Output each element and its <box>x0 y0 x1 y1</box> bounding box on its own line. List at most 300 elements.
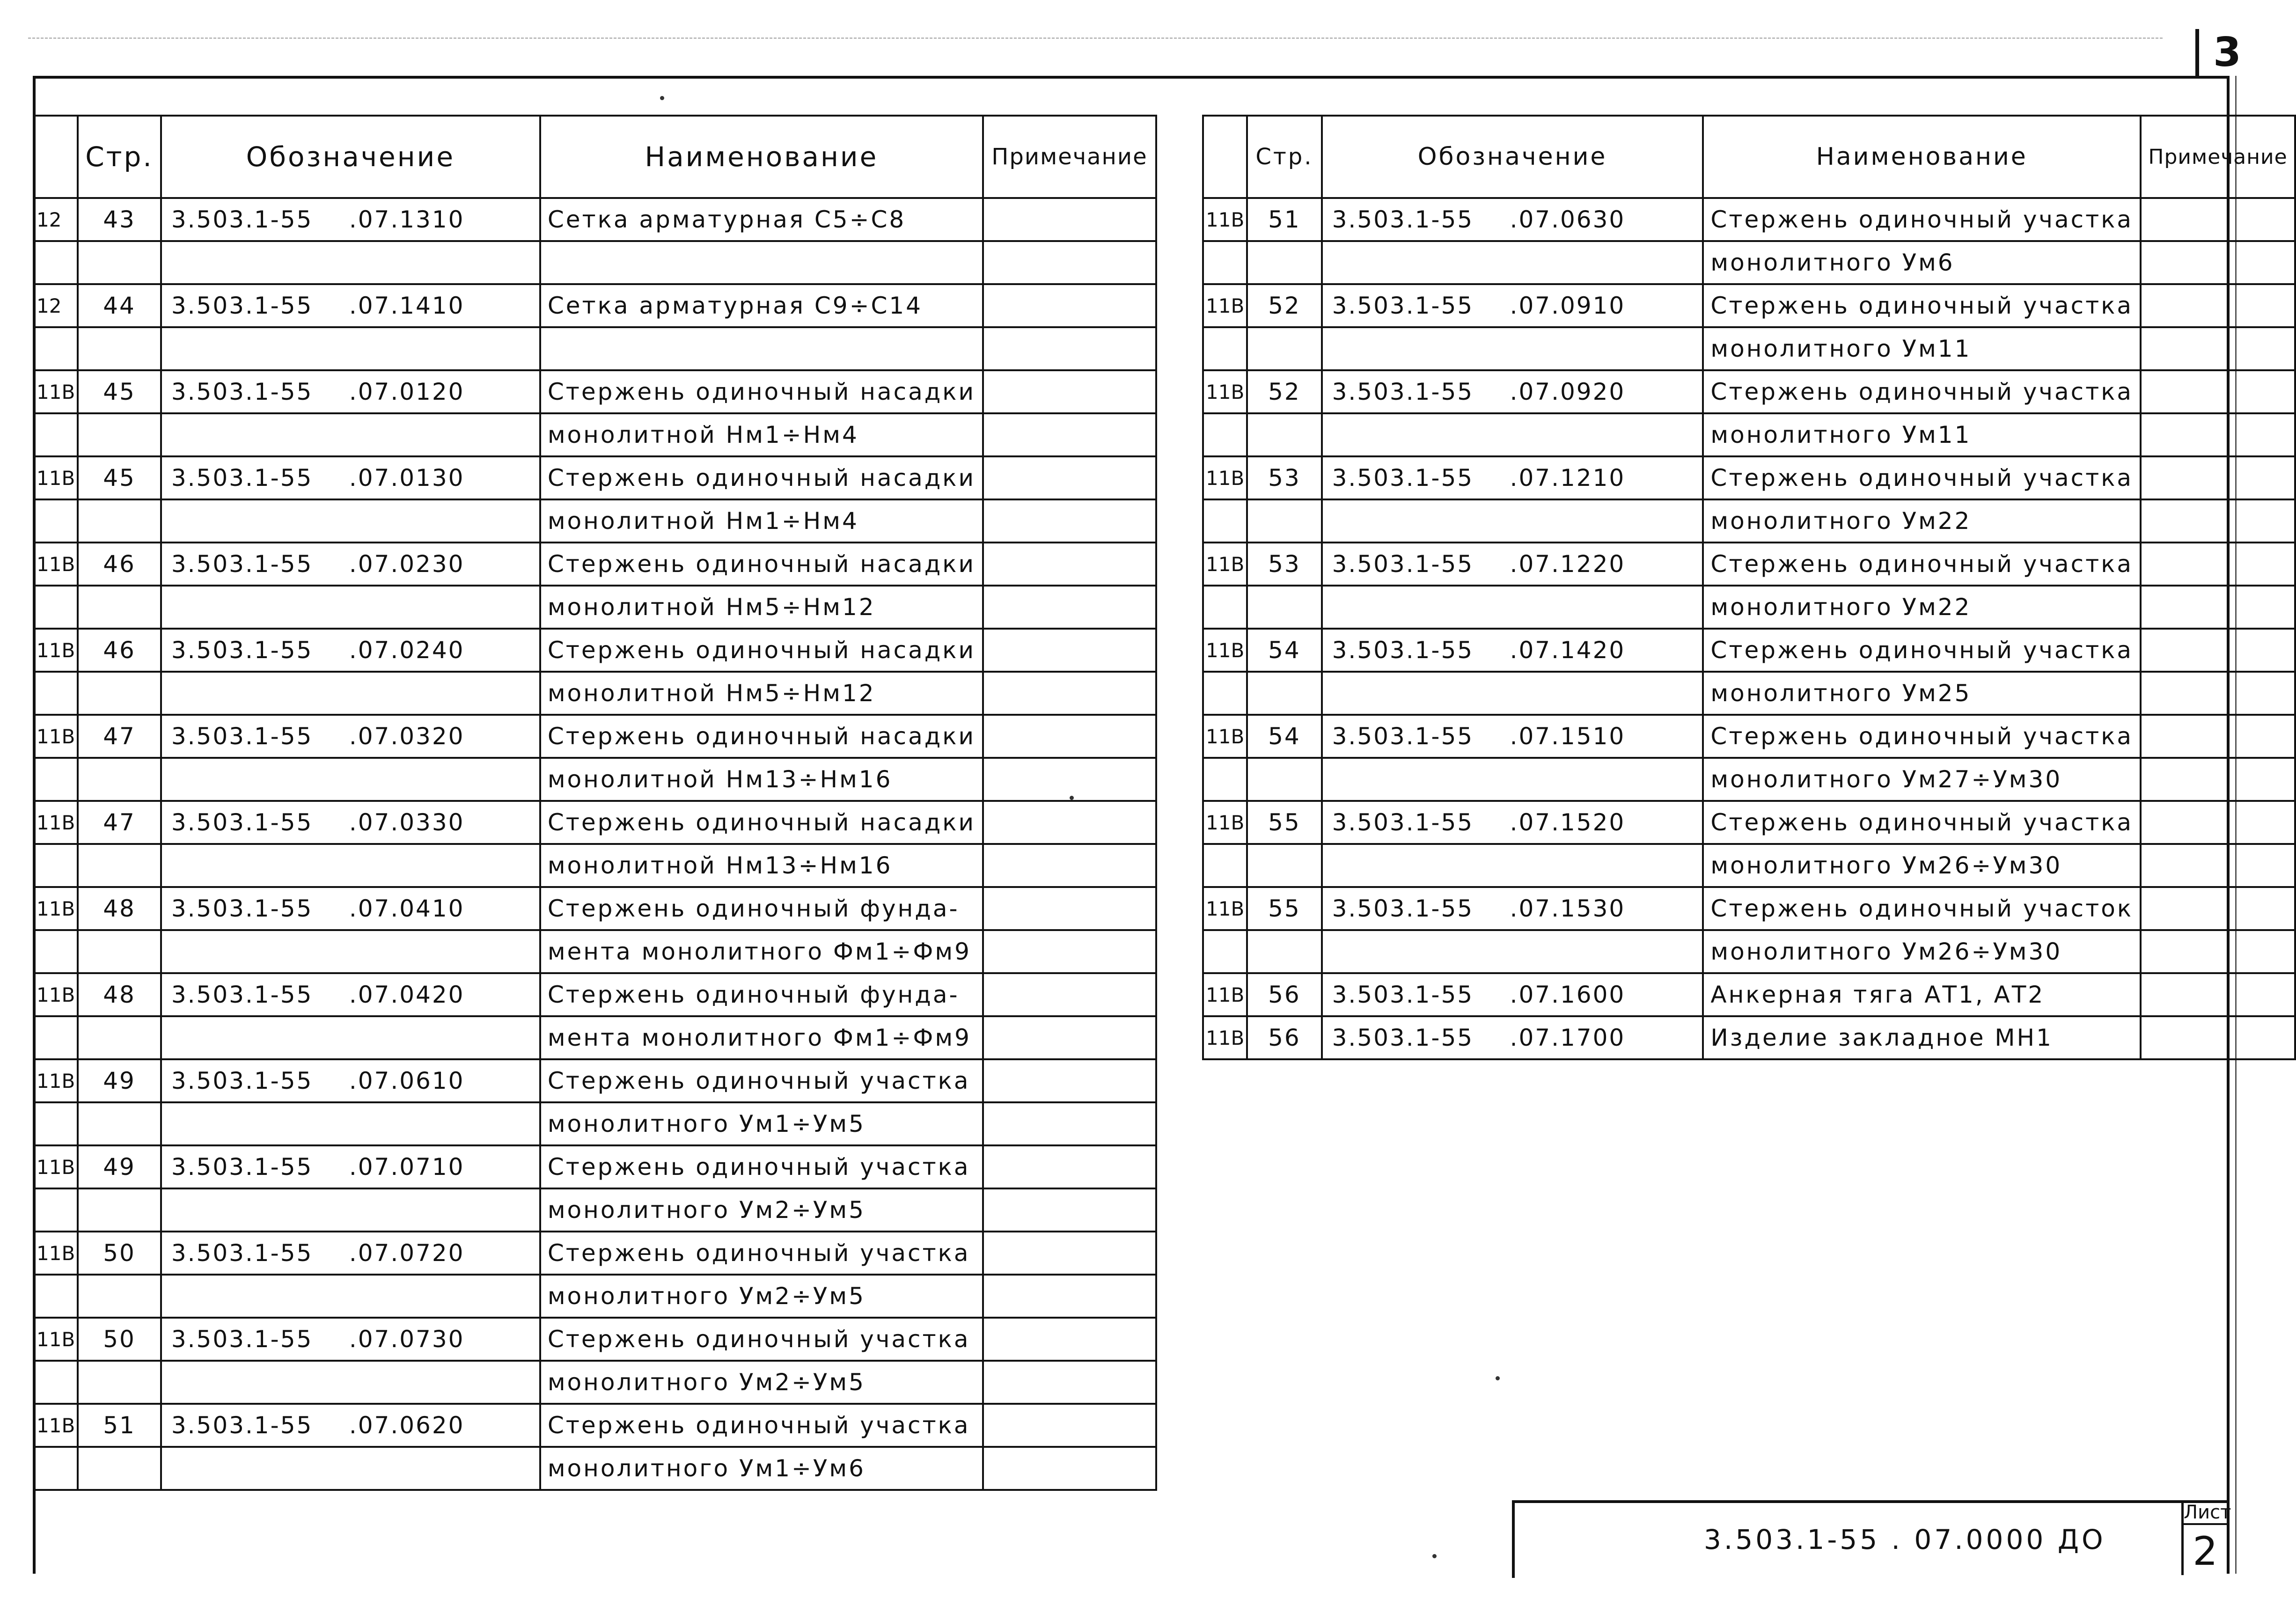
name-cell: Стержень одиночный участка <box>1703 629 2141 672</box>
note-cell <box>983 1404 1156 1447</box>
name-cell: Стержень одиночный насадки <box>540 456 983 499</box>
table-row <box>34 370 1156 413</box>
frame-top-border <box>33 76 2228 79</box>
designation-suffix: .07.0320 <box>349 723 465 750</box>
name-cell: монолитного Ум26÷Ум30 <box>1703 844 2141 887</box>
sheet-cell <box>34 1016 78 1059</box>
note-cell <box>983 844 1156 887</box>
page-cell <box>78 499 161 543</box>
designation-cell <box>161 672 540 715</box>
designation-code: 3.503.1-55 <box>1332 378 1474 405</box>
name-cell: монолитного Ум25 <box>1703 672 2141 715</box>
name-cell: Стержень одиночный участка <box>1703 456 2141 499</box>
table-row <box>1203 629 2295 672</box>
table-row <box>1203 370 2295 413</box>
page-cell: 47 <box>78 801 161 844</box>
name-cell: монолитной Нм13÷Нм16 <box>540 758 983 801</box>
designation-cell <box>1322 758 1703 801</box>
designation-cell <box>161 241 540 284</box>
designation-cell <box>1322 456 1703 499</box>
sheet-cell <box>34 844 78 887</box>
table-row <box>34 1145 1156 1188</box>
designation-code: 3.503.1-55 <box>171 1239 313 1267</box>
name-cell: Сетка арматурная С5÷С8 <box>540 198 983 241</box>
name-cell: мента монолитного Фм1÷Фм9 <box>540 930 983 973</box>
table-row <box>34 801 1156 844</box>
page-cell: 56 <box>1247 1016 1321 1059</box>
page-cell: 44 <box>78 284 161 327</box>
page-cell <box>1247 413 1321 456</box>
designation-cell <box>161 1059 540 1102</box>
table-row <box>1203 543 2295 586</box>
page-cell: 56 <box>1247 973 1321 1016</box>
name-cell: монолитного Ум1÷Ум6 <box>540 1447 983 1490</box>
designation-cell <box>161 1016 540 1059</box>
name-cell: Стержень одиночный участка <box>540 1404 983 1447</box>
sheet-cell <box>34 1102 78 1145</box>
table-row-continuation <box>34 1275 1156 1318</box>
sheet-cell: 11В <box>1203 887 1247 930</box>
note-cell <box>983 672 1156 715</box>
designation-cell <box>161 1404 540 1447</box>
sheet-cell <box>34 1361 78 1404</box>
table-row <box>34 1404 1156 1447</box>
designation-cell <box>161 973 540 1016</box>
note-cell <box>2141 284 2295 327</box>
table-row-continuation <box>34 1447 1156 1490</box>
page-cell <box>1247 930 1321 973</box>
designation-cell <box>1322 715 1703 758</box>
document-code: 3.503.1-55 . 07.0000 ДО <box>1704 1524 2106 1555</box>
sheet-cell <box>34 413 78 456</box>
sheet-cell: 11В <box>1203 456 1247 499</box>
page-cell <box>78 1275 161 1318</box>
name-cell: мента монолитного Фм1÷Фм9 <box>540 1016 983 1059</box>
name-cell: монолитной Нм1÷Нм4 <box>540 413 983 456</box>
designation-suffix: .07.0630 <box>1510 206 1626 233</box>
note-cell <box>983 801 1156 844</box>
sheet-cell: 11В <box>1203 284 1247 327</box>
designation-code: 3.503.1-55 <box>1332 206 1474 233</box>
note-cell <box>983 543 1156 586</box>
speck <box>1496 1376 1500 1380</box>
designation-cell <box>161 1361 540 1404</box>
sheet-label: Лист <box>2184 1502 2227 1525</box>
right-table-body <box>1203 198 2295 1059</box>
page-cell: 46 <box>78 629 161 672</box>
designation-code: 3.503.1-55 <box>171 206 313 233</box>
designation-suffix: .07.0720 <box>349 1239 465 1267</box>
table-row <box>1203 1016 2295 1059</box>
page-cell <box>78 241 161 284</box>
designation-cell <box>161 801 540 844</box>
designation-suffix: .07.0610 <box>349 1067 465 1094</box>
page-cell: 55 <box>1247 801 1321 844</box>
designation-code: 3.503.1-55 <box>1332 464 1474 491</box>
note-cell <box>983 198 1156 241</box>
table-row <box>34 1059 1156 1102</box>
page-cell <box>78 586 161 629</box>
table-row-continuation <box>34 327 1156 370</box>
name-cell: монолитного Ум11 <box>1703 327 2141 370</box>
designation-cell <box>1322 586 1703 629</box>
name-cell: Стержень одиночный участка <box>540 1059 983 1102</box>
sheet-cell: 12 <box>34 198 78 241</box>
name-cell: Стержень одиночный участка <box>1703 198 2141 241</box>
page-cell: 50 <box>78 1232 161 1275</box>
note-cell <box>983 241 1156 284</box>
designation-cell <box>1322 327 1703 370</box>
page-cell: 52 <box>1247 370 1321 413</box>
note-cell <box>983 413 1156 456</box>
note-cell <box>2141 456 2295 499</box>
designation-code: 3.503.1-55 <box>171 809 313 836</box>
note-cell <box>2141 930 2295 973</box>
note-cell <box>2141 758 2295 801</box>
table-row-continuation <box>1203 672 2295 715</box>
sheet-cell: 11В <box>34 1318 78 1361</box>
page-cell: 45 <box>78 456 161 499</box>
sheet-cell <box>1203 672 1247 715</box>
table-row-continuation <box>34 1016 1156 1059</box>
header-name: Наименование <box>1703 116 2141 198</box>
sheet-cell: 11В <box>34 456 78 499</box>
name-cell: монолитного Ум22 <box>1703 499 2141 543</box>
designation-cell <box>161 1275 540 1318</box>
sheet-cell: 11В <box>34 629 78 672</box>
name-cell: Стержень одиночный участка <box>1703 715 2141 758</box>
sheet-cell: 11В <box>1203 198 1247 241</box>
designation-code: 3.503.1-55 <box>171 895 313 922</box>
table-row <box>34 629 1156 672</box>
sheet-cell: 11В <box>34 715 78 758</box>
designation-cell <box>161 413 540 456</box>
sheet-cell: 11В <box>34 887 78 930</box>
name-cell: Стержень одиночный насадки <box>540 801 983 844</box>
sheet-cell: 11В <box>1203 629 1247 672</box>
note-cell <box>983 284 1156 327</box>
designation-cell <box>1322 370 1703 413</box>
designation-cell <box>1322 284 1703 327</box>
designation-cell <box>1322 930 1703 973</box>
table-row-continuation <box>1203 327 2295 370</box>
page-cell: 54 <box>1247 629 1321 672</box>
table-row <box>34 198 1156 241</box>
left-table-body <box>34 198 1156 1490</box>
designation-suffix: .07.1420 <box>1510 637 1626 664</box>
note-cell <box>983 715 1156 758</box>
note-cell <box>983 370 1156 413</box>
table-row-continuation <box>34 844 1156 887</box>
name-cell: монолитного Ум2÷Ум5 <box>540 1188 983 1232</box>
speck <box>1432 1554 1437 1558</box>
note-cell <box>983 758 1156 801</box>
name-cell: Стержень одиночный насадки <box>540 370 983 413</box>
page-cell <box>78 1188 161 1232</box>
note-cell <box>983 1447 1156 1490</box>
sheet-cell <box>34 586 78 629</box>
sheet-cell <box>1203 241 1247 284</box>
page-cell: 53 <box>1247 543 1321 586</box>
table-row-continuation <box>34 413 1156 456</box>
designation-code: 3.503.1-55 <box>1332 981 1474 1008</box>
name-cell: Стержень одиночный участка <box>1703 284 2141 327</box>
designation-suffix: .07.1510 <box>1510 723 1626 750</box>
designation-code: 3.503.1-55 <box>171 1153 313 1181</box>
designation-cell <box>1322 672 1703 715</box>
page-cell: 43 <box>78 198 161 241</box>
designation-cell <box>161 1102 540 1145</box>
sheet-cell: 11В <box>34 973 78 1016</box>
note-cell <box>983 1188 1156 1232</box>
sheet-cell: 11В <box>34 1404 78 1447</box>
designation-code: 3.503.1-55 <box>171 1326 313 1353</box>
header-name: Наименование <box>540 116 983 198</box>
designation-cell <box>161 370 540 413</box>
header-blank <box>34 116 78 198</box>
name-cell: монолитного Ум11 <box>1703 413 2141 456</box>
designation-code: 3.503.1-55 <box>171 637 313 664</box>
designation-suffix: .07.0710 <box>349 1153 465 1181</box>
designation-cell <box>1322 198 1703 241</box>
note-cell <box>983 1145 1156 1188</box>
designation-cell <box>1322 629 1703 672</box>
designation-cell <box>161 1188 540 1232</box>
designation-cell <box>161 1232 540 1275</box>
sheet-cell <box>1203 413 1247 456</box>
table-row <box>34 887 1156 930</box>
designation-suffix: .07.0120 <box>349 378 465 405</box>
note-cell <box>2141 586 2295 629</box>
table-row <box>34 543 1156 586</box>
designation-code: 3.503.1-55 <box>171 550 313 578</box>
designation-cell <box>1322 844 1703 887</box>
name-cell: Сетка арматурная С9÷С14 <box>540 284 983 327</box>
designation-suffix: .07.0130 <box>349 464 465 491</box>
designation-suffix: .07.0920 <box>1510 378 1626 405</box>
name-cell: монолитного Ум26÷Ум30 <box>1703 930 2141 973</box>
designation-code: 3.503.1-55 <box>1332 723 1474 750</box>
name-cell: монолитного Ум27÷Ум30 <box>1703 758 2141 801</box>
table-row <box>34 1318 1156 1361</box>
note-cell <box>983 887 1156 930</box>
designation-cell <box>161 586 540 629</box>
table-row <box>34 456 1156 499</box>
table-row <box>1203 456 2295 499</box>
name-cell: монолитного Ум2÷Ум5 <box>540 1275 983 1318</box>
sheet-cell: 11В <box>1203 801 1247 844</box>
page-cell: 55 <box>1247 887 1321 930</box>
note-cell <box>2141 844 2295 887</box>
name-cell <box>540 327 983 370</box>
page-cell: 51 <box>78 1404 161 1447</box>
designation-suffix: .07.1530 <box>1510 895 1626 922</box>
designation-cell <box>1322 801 1703 844</box>
name-cell: монолитной Нм13÷Нм16 <box>540 844 983 887</box>
header-designation: Обозначение <box>161 116 540 198</box>
table-row <box>1203 801 2295 844</box>
sheet-cell: 11В <box>34 801 78 844</box>
table-row-continuation <box>1203 844 2295 887</box>
designation-cell <box>161 930 540 973</box>
designation-cell <box>161 284 540 327</box>
designation-code: 3.503.1-55 <box>1332 637 1474 664</box>
page-cell: 46 <box>78 543 161 586</box>
table-row <box>1203 715 2295 758</box>
designation-cell <box>161 715 540 758</box>
note-cell <box>2141 887 2295 930</box>
sheet-cell <box>1203 930 1247 973</box>
sheet-cell: 12 <box>34 284 78 327</box>
sheet-cell: 11В <box>34 1232 78 1275</box>
note-cell <box>2141 370 2295 413</box>
name-cell: Стержень одиночный участка <box>1703 543 2141 586</box>
designation-suffix: .07.0420 <box>349 981 465 1008</box>
page-cell: 48 <box>78 973 161 1016</box>
table-row-continuation <box>1203 241 2295 284</box>
designation-cell <box>161 629 540 672</box>
header-note: Примечание <box>983 116 1156 198</box>
name-cell <box>540 241 983 284</box>
designation-suffix: .07.1700 <box>1510 1024 1626 1051</box>
sheet-cell: 11В <box>1203 543 1247 586</box>
page-cell: 53 <box>1247 456 1321 499</box>
page-cell: 48 <box>78 887 161 930</box>
designation-cell <box>161 327 540 370</box>
page-cell: 45 <box>78 370 161 413</box>
sheet-cell <box>34 1275 78 1318</box>
table-row-continuation <box>34 758 1156 801</box>
designation-cell <box>1322 499 1703 543</box>
page-cell <box>1247 499 1321 543</box>
page-number: 3 <box>2195 29 2255 76</box>
designation-code: 3.503.1-55 <box>1332 550 1474 578</box>
left-spec-table <box>33 115 1157 1491</box>
sheet-cell: 11В <box>34 543 78 586</box>
name-cell: Стержень одиночный участка <box>540 1232 983 1275</box>
note-cell <box>983 930 1156 973</box>
table-row-continuation <box>34 930 1156 973</box>
name-cell: Анкерная тяга АТ1, АТ2 <box>1703 973 2141 1016</box>
sheet-cell <box>34 327 78 370</box>
designation-cell <box>1322 1016 1703 1059</box>
note-cell <box>2141 1016 2295 1059</box>
designation-code: 3.503.1-55 <box>171 292 313 319</box>
speck <box>1070 796 1074 800</box>
header-blank <box>1203 116 1247 198</box>
table-row-continuation <box>34 672 1156 715</box>
name-cell: Стержень одиночный насадки <box>540 543 983 586</box>
page-cell <box>78 1447 161 1490</box>
table-row-continuation <box>34 1361 1156 1404</box>
designation-cell <box>1322 973 1703 1016</box>
note-cell <box>2141 672 2295 715</box>
designation-cell <box>161 887 540 930</box>
table-row <box>1203 198 2295 241</box>
sheet-cell: 11В <box>34 370 78 413</box>
note-cell <box>983 629 1156 672</box>
designation-suffix: .07.1220 <box>1510 550 1626 578</box>
header-page: Стр. <box>78 116 161 198</box>
page-cell: 51 <box>1247 198 1321 241</box>
designation-code: 3.503.1-55 <box>1332 809 1474 836</box>
designation-cell <box>161 456 540 499</box>
sheet-cell: 11В <box>1203 370 1247 413</box>
sheet-cell <box>1203 499 1247 543</box>
header-note: Примечание <box>2141 116 2295 198</box>
designation-suffix: .07.0910 <box>1510 292 1626 319</box>
name-cell: Стержень одиночный участка <box>1703 370 2141 413</box>
designation-code: 3.503.1-55 <box>171 464 313 491</box>
table-row <box>1203 973 2295 1016</box>
left-table-header-row <box>34 116 1156 198</box>
table-row <box>34 284 1156 327</box>
table-row-continuation <box>34 1102 1156 1145</box>
table-row-continuation <box>34 586 1156 629</box>
table-row-continuation <box>1203 586 2295 629</box>
page-cell: 50 <box>78 1318 161 1361</box>
designation-suffix: .07.1520 <box>1510 809 1626 836</box>
page-cell <box>78 930 161 973</box>
table-row <box>34 715 1156 758</box>
sheet-cell <box>34 930 78 973</box>
table-row <box>34 1232 1156 1275</box>
note-cell <box>2141 973 2295 1016</box>
table-row <box>1203 887 2295 930</box>
note-cell <box>983 1361 1156 1404</box>
designation-suffix: .07.0730 <box>349 1326 465 1353</box>
name-cell: Стержень одиночный участка <box>540 1318 983 1361</box>
note-cell <box>2141 499 2295 543</box>
designation-code: 3.503.1-55 <box>171 723 313 750</box>
designation-cell <box>161 844 540 887</box>
sheet-cell <box>1203 586 1247 629</box>
note-cell <box>983 1232 1156 1275</box>
sheet-cell: 11В <box>34 1059 78 1102</box>
name-cell: Стержень одиночный фунда- <box>540 973 983 1016</box>
note-cell <box>2141 241 2295 284</box>
designation-cell <box>161 1318 540 1361</box>
designation-code: 3.503.1-55 <box>171 1412 313 1439</box>
table-row-continuation <box>1203 499 2295 543</box>
sheet-cell <box>34 1188 78 1232</box>
designation-suffix: .07.1410 <box>349 292 465 319</box>
designation-cell <box>1322 543 1703 586</box>
designation-suffix: .07.1600 <box>1510 981 1626 1008</box>
note-cell <box>983 456 1156 499</box>
sheet-cell <box>34 499 78 543</box>
sheet-cell: 11В <box>1203 1016 1247 1059</box>
note-cell <box>983 1059 1156 1102</box>
page-cell <box>1247 327 1321 370</box>
designation-cell <box>1322 887 1703 930</box>
name-cell: монолитного Ум6 <box>1703 241 2141 284</box>
page-cell <box>78 758 161 801</box>
designation-cell <box>161 1145 540 1188</box>
designation-code: 3.503.1-55 <box>1332 895 1474 922</box>
table-row-continuation <box>1203 758 2295 801</box>
note-cell <box>2141 327 2295 370</box>
table-row <box>1203 284 2295 327</box>
designation-cell <box>161 1447 540 1490</box>
table-row-continuation <box>34 1188 1156 1232</box>
note-cell <box>983 973 1156 1016</box>
sheet-cell: 11В <box>1203 973 1247 1016</box>
name-cell: монолитного Ум2÷Ум5 <box>540 1361 983 1404</box>
page-cell <box>78 844 161 887</box>
sheet-cell <box>34 241 78 284</box>
speck <box>660 96 664 100</box>
